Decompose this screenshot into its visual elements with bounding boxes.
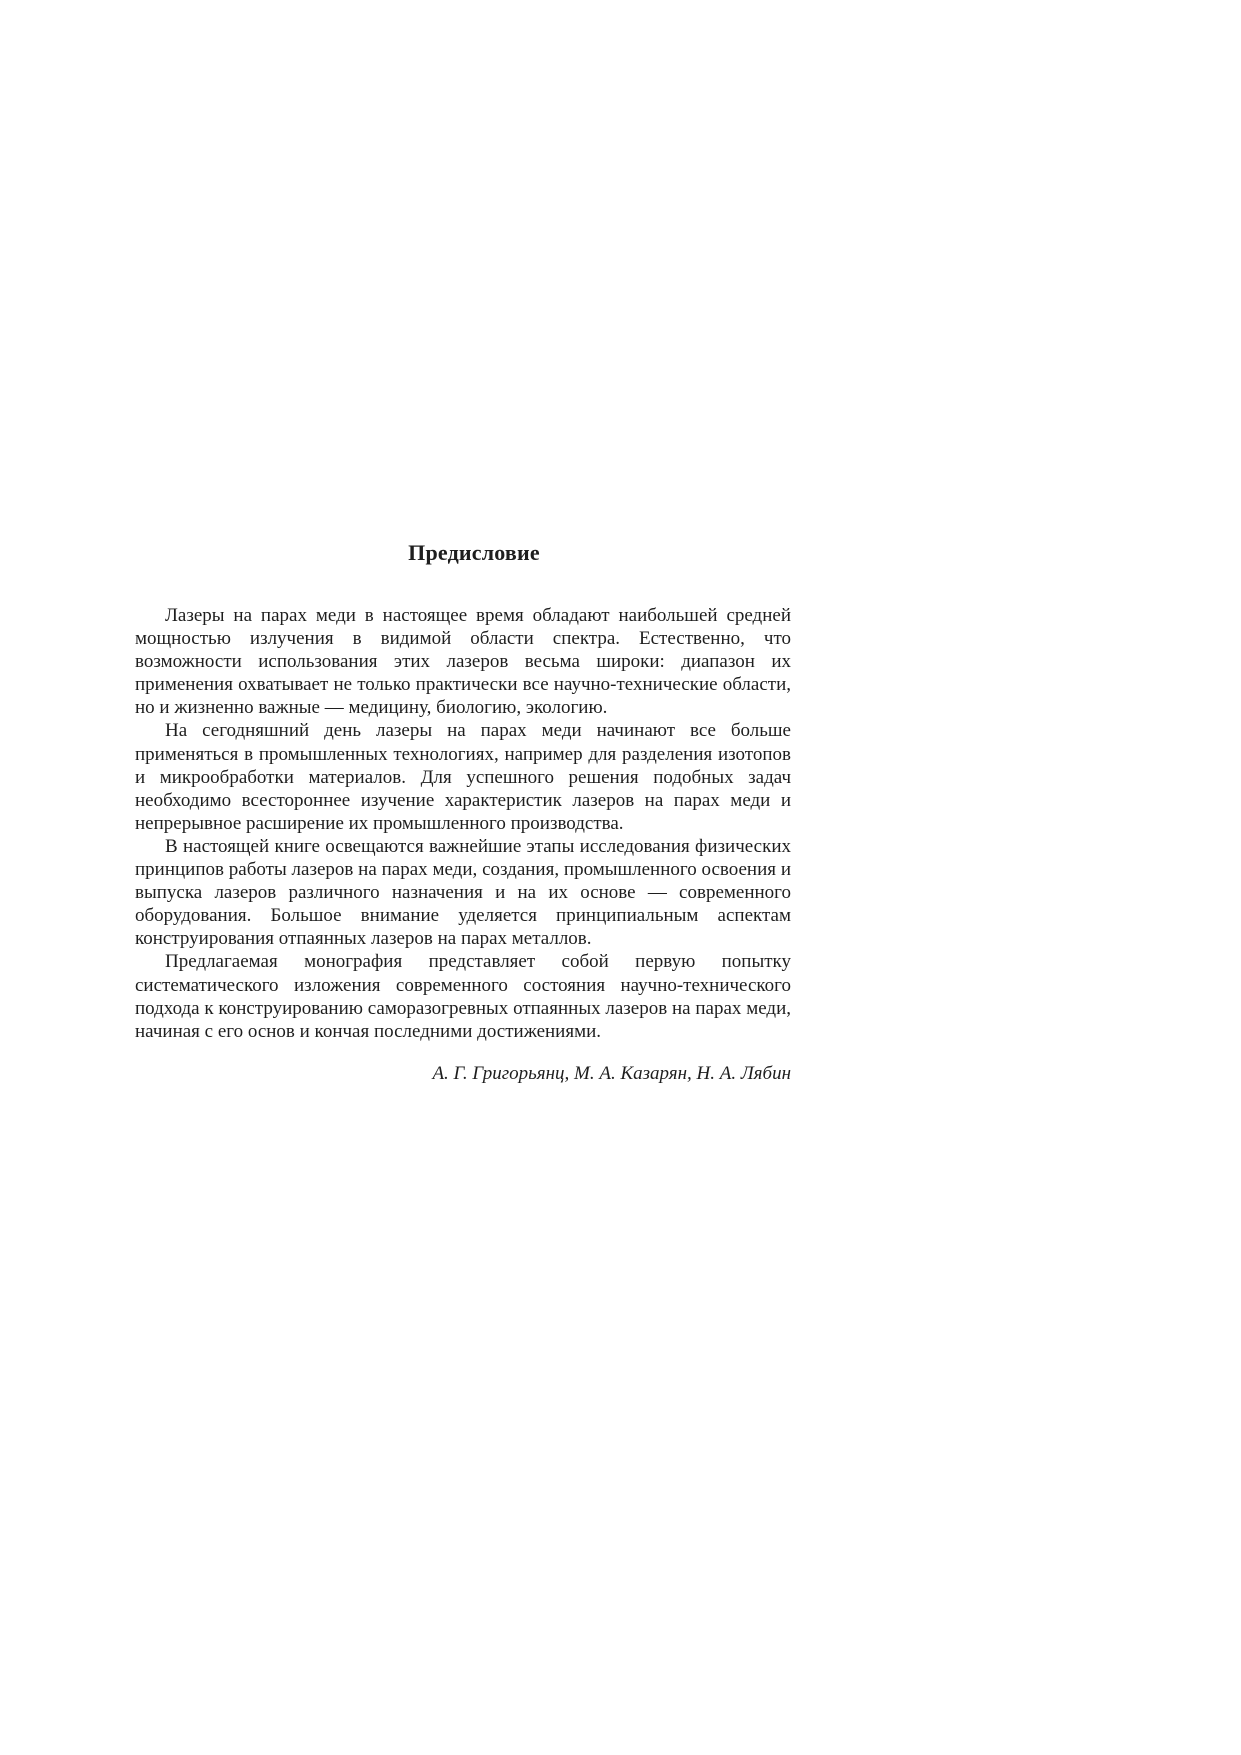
paragraph-4: Предлагаемая монография представляет собой первую попытку систематического изложения современного состояния научно-технического подхода к конструированию саморазогревных отпаянных лазеров на парах меди, начиная с его основ и кончая последними достижениями. (135, 951, 791, 1042)
preface-page (135, 540, 791, 1085)
preface-body (135, 604, 791, 1043)
page-title: Предисловие (408, 540, 540, 565)
paragraph-3: В настоящей книге освещаются важнейшие этапы исследования физических принципов работы лазеров на парах меди, создания, промышленного освоения и выпуска лазеров различного назначения и на их основе — современного оборудования. Большое внимание уделяется принципиальным аспектам конструирования отпаянных лазеров на парах металлов. (135, 835, 791, 950)
authors-signature: А. Г. Григорьянц, М. А. Казарян, Н. А. Лябин (432, 1062, 791, 1084)
paragraph-1: Лазеры на парах меди в настоящее время обладают наибольшей средней мощностью излучения в видимой области спектра. Естественно, что возможности использования этих лазеров весьма широки: диапазон их применения охватывает не только практически все научно-технические области, но и жизненно важные — медицину, биологию, экологию. (135, 605, 791, 719)
paragraph-2: На сегодняшний день лазеры на парах меди начинают все больше применяться в промышленных технологиях, например для разделения изотопов и микрообработки материалов. Для успешного решения подобных задач необходимо всестороннее изучение характеристик лазеров на парах меди и непрерывное расширение их промышленного производства. (135, 720, 791, 834)
